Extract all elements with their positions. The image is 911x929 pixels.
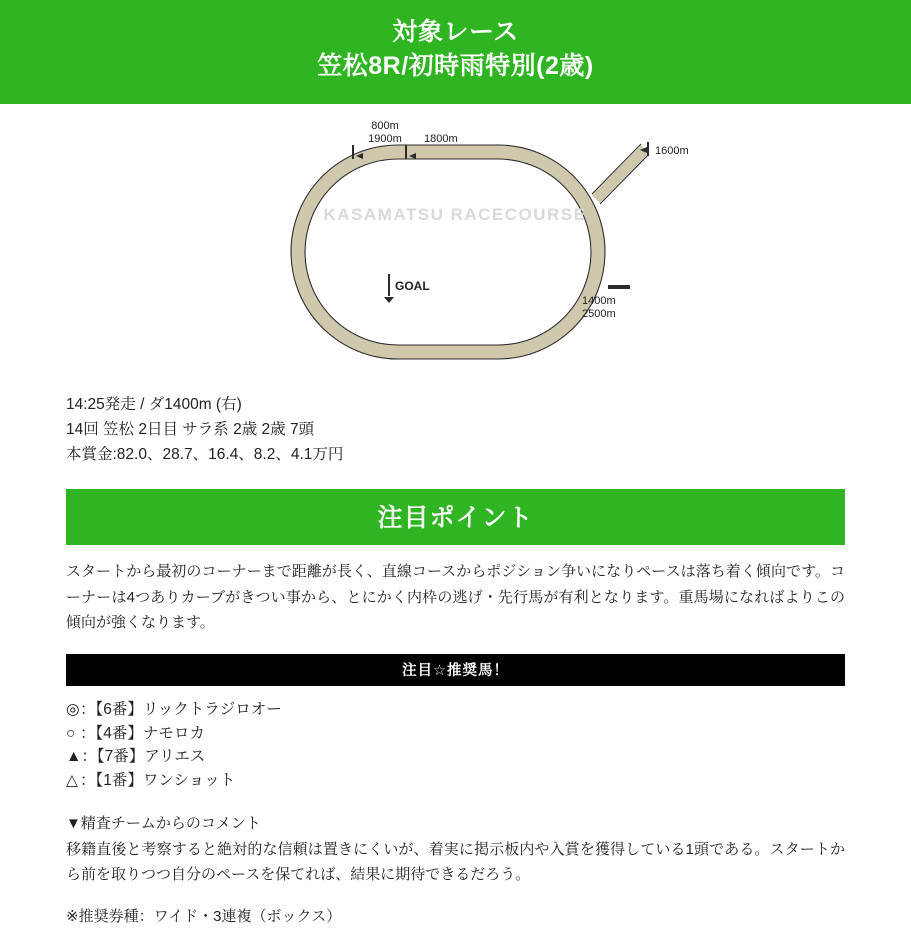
pick-sep: ： [80, 701, 96, 719]
course-map [0, 104, 911, 374]
pick-text: 【1番】ワンショット [95, 771, 236, 789]
goal-label: GOAL [395, 278, 430, 293]
points-text: スタートから最初のコーナーまで距離が長く、直線コースからポジション争いになりペースは落ち着く傾向です。コーナーは4つありカーブがきつい事から、とにかく内枠の逃げ・先行馬が有利となります。重馬場になればよりこの傾向が強くなります。 [66, 562, 845, 632]
label-1900m: 1900m [368, 132, 402, 145]
goal-marker [384, 274, 394, 303]
recommend-band: 注目☆推奨馬！ [66, 654, 845, 686]
pick-sep: ： [80, 724, 96, 742]
label-1800m: 1800m [424, 132, 458, 145]
pick-text: 【4番】ナモロカ [95, 724, 205, 742]
list-item [66, 722, 845, 746]
pick-mark: ◎ [66, 701, 80, 719]
marker-1400m [608, 285, 630, 289]
race-info-line1: 14:25発走 / ダ1400m (右) [66, 395, 242, 413]
course-map-svg [0, 104, 911, 374]
label-1600m: 1600m [655, 144, 689, 157]
course-watermark: KASAMATSU RACECOURSE [323, 204, 587, 224]
list-item [66, 769, 845, 793]
comment-title: ▼精査チームからのコメント [66, 815, 261, 833]
pick-mark: △ [66, 771, 78, 789]
pick-text: 【6番】リックトラジロオー [95, 701, 282, 719]
label-2500m: 2500m [582, 307, 616, 320]
header-title-line2: 笠松8R/初時雨特別(2歳) [317, 51, 594, 80]
pick-sep: ： [81, 748, 97, 766]
race-info [0, 374, 911, 467]
list-item [66, 698, 845, 722]
points-band: 注目ポイント [66, 489, 845, 545]
header-title-line1: 対象レース [392, 18, 519, 46]
label-800m: 800m [371, 119, 399, 132]
footnote: ※推奨券種：ワイド・3連複（ボックス） [66, 908, 342, 925]
picks-list [66, 698, 845, 792]
list-item [66, 745, 845, 769]
pick-mark: ○ [66, 724, 76, 742]
pick-mark: ▲ [66, 748, 82, 766]
track-shape [291, 144, 649, 359]
page-header [0, 0, 911, 104]
comment-body: 移籍直後と考察すると絶対的な信頼は置きにくいが、着実に掲示板内や入賞を獲得している1頭である。スタートから前を取りつつ自分のペースを保てれば、結果に期待できるだろう。 [66, 841, 845, 883]
pick-sep: ： [80, 771, 96, 789]
race-info-line3: 本賞金:82.0、28.7、16.4、8.2、4.1万円 [66, 445, 344, 463]
race-info-line2: 14回 笠松 2日目 サラ系 2歳 2歳 7頭 [66, 420, 315, 438]
label-1400m: 1400m [582, 294, 616, 307]
pick-text: 【7番】アリエス [96, 748, 206, 766]
